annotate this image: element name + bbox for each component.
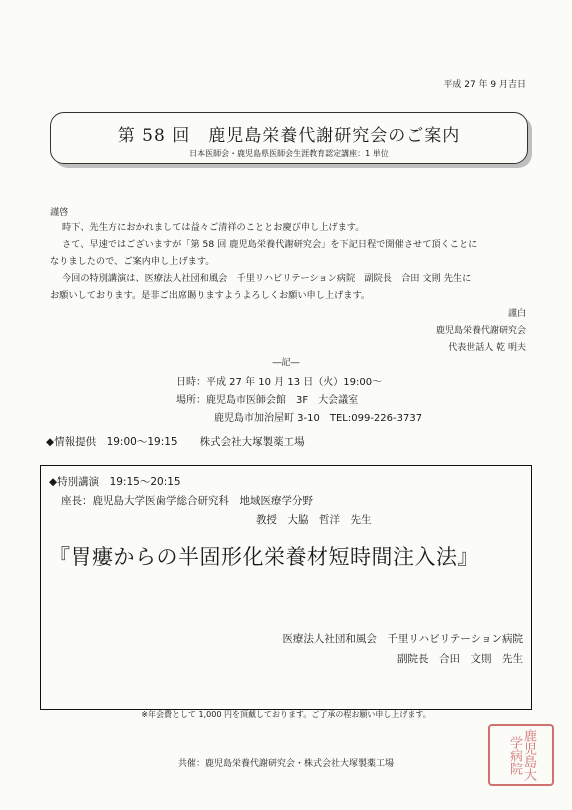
page-title: 第 58 回 鹿児島栄養代謝研究会のご案内 (117, 126, 461, 146)
cohost: 共催：鹿児島栄養代謝研究会・株式会社大塚製薬工場 (177, 759, 394, 769)
event-datetime: 日時：平成 27 年 10 月 13 日（火）19:00～ (176, 377, 383, 388)
chair-affiliation: 座長：鹿児島大学医歯学総合研究科 地域医療学分野 (61, 495, 313, 507)
title-box (50, 112, 528, 164)
chair-name: 教授 大脇 哲洋 先生 (256, 514, 372, 526)
event-address: 鹿児島市加治屋町 3-10 TEL:099-226-3737 (214, 413, 423, 424)
representative: 代表世話人 乾 明夫 (448, 343, 526, 353)
event-place: 場所：鹿児島市医師会館 3F 大会議室 (176, 395, 359, 406)
paragraph-3b: お願いしております。是非ご出席賜りますようよろしくお願い申し上げます。 (50, 290, 371, 301)
seal-stamp (488, 724, 554, 786)
document-date: 平成 27 年 9 月吉日 (443, 80, 526, 90)
greeting: 謹啓 (50, 207, 69, 218)
speaker-name: 副院長 合田 文則 先生 (397, 653, 523, 665)
ki-marker: ―記― (272, 358, 300, 368)
paragraph-3a: 今回の特別講演は、医療法人社団和風会 千里リハビリテーション病院 副院長 合田 文則 先生に (62, 273, 472, 284)
paragraph-1: 時下、先生方におかれましては益々ご清祥のこととお慶び申し上げます。 (62, 222, 365, 233)
lecture-title: 『胃瘻からの半固形化栄養材短時間注入法』 (49, 545, 479, 569)
organizer: 鹿児島栄養代謝研究会 (435, 326, 526, 336)
seal-text: 鹿児島大学病院 (507, 729, 536, 781)
paragraph-2a: さて、早速ではございますが「第 58 回 鹿児島栄養代謝研究会」を下記日程で開催させて頂くことに (62, 239, 478, 250)
lecture-label: ◆特別講演 19:15～20:15 (49, 476, 181, 488)
special-lecture-box (40, 465, 532, 710)
info-company: 株式会社大塚製薬工場 (199, 436, 305, 448)
closing: 謹白 (507, 309, 526, 319)
info-label: ◆情報提供 19:00～19:15 (46, 436, 178, 448)
paragraph-2b: なりましたので、ご案内申し上げます。 (50, 256, 215, 267)
fee-note: ※年会費として 1,000 円を頂戴しております。ご了承の程お願い申し上げます。 (141, 710, 431, 719)
speaker-affiliation: 医療法人社団和風会 千里リハビリテーション病院 (282, 633, 523, 645)
page-subtitle: 日本医師会・鹿児島県医師会生涯教育認定講座：1 単位 (189, 149, 389, 158)
info-session (46, 434, 305, 449)
